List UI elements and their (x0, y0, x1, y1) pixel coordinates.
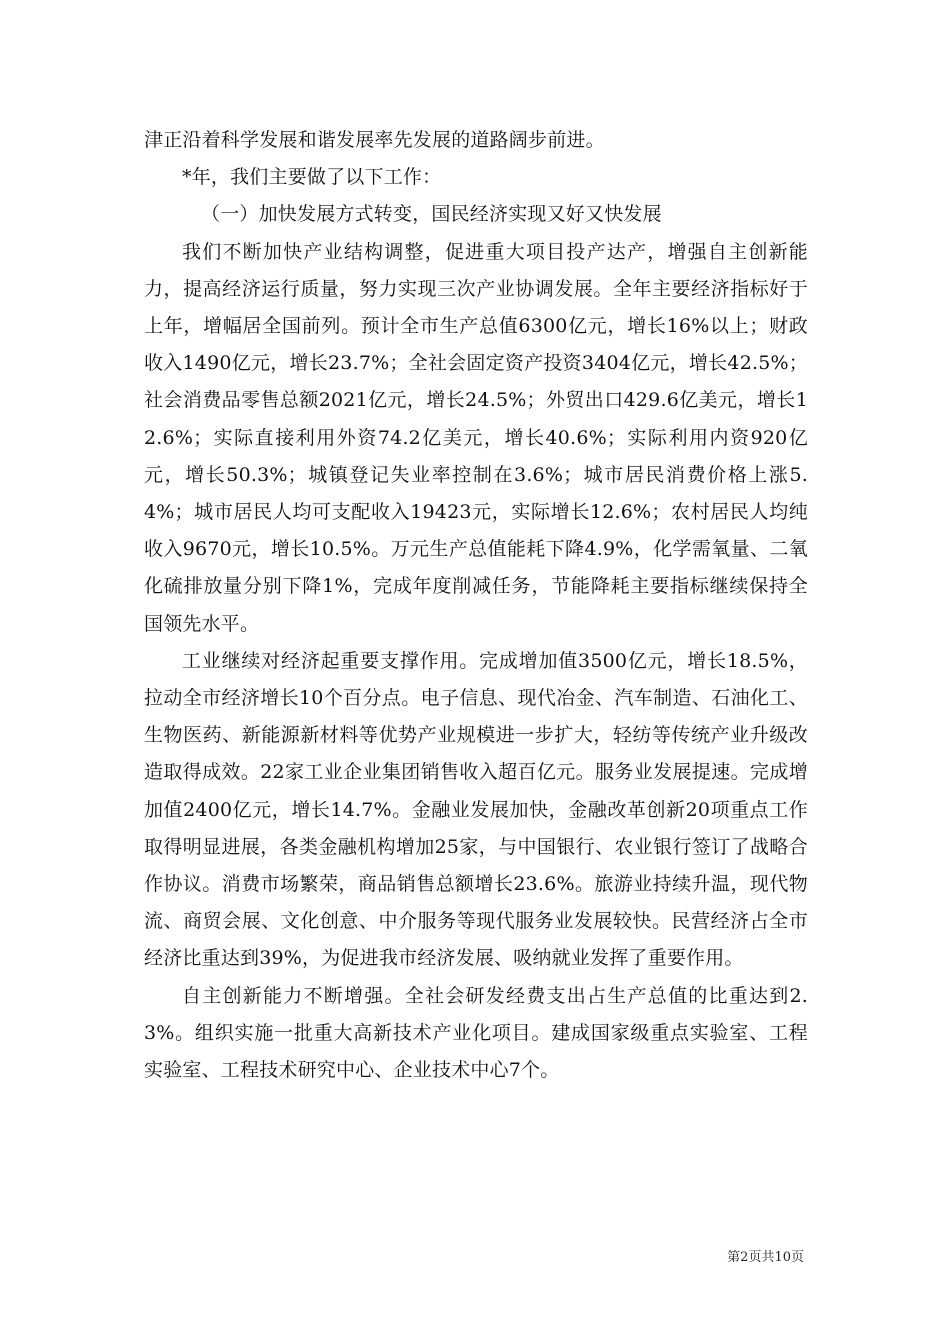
paragraph-intro: *年，我们主要做了以下工作： (182, 166, 442, 189)
page-number-footer: 第2页共10页 (727, 1250, 804, 1265)
paragraph-economic-indicators: 我们不断加快产业结构调整，促进重大项目投产达产，增强自主创新能力，提高经济运行质量，努力实现三次产业协调发展。全年主要经济指标好于上年，增幅居全国前列。预计全市生产总值6300亿元，增长16%以上；财政收入1490亿元，增长23.7%；全社会固定资产投资3404亿元，增长42.5%；社会消费品零售总额2021亿元，增长24.5%；外贸出口429.6亿美元，增长12.6%；实际直接利用外资74.2亿美元，增长40.6%；实际利用内资920亿元，增长50.3%；城镇登记失业率控制在3.6%；城市居民消费价格上涨5.4%；城市居民人均可支配收入19423元，实际增长12.6%；农村居民人均纯收入9670元，增长10.5%。万元生产总值能耗下降4.9%，化学需氧量、二氧化硫排放量分别下降1%，完成年度削减任务，节能降耗主要指标继续保持全国领先水平。 (144, 240, 808, 635)
paragraph-industry: 工业继续对经济起重要支撑作用。完成增加值3500亿元，增长18.5%，拉动全市经济增长10个百分点。电子信息、现代冶金、汽车制造、石油化工、生物医药、新能源新材料等优势产业规模进一步扩大，轻纺等传统产业升级改造取得成效。22家工业企业集团销售收入超百亿元。服务业发展提速。完成增加值2400亿元，增长14.7%。金融业发展加快，金融改革创新20项重点工作取得明显进展，各类金融机构增加25家，与中国银行、农业银行签订了战略合作协议。消费市场繁荣，商品销售总额增长23.6%。旅游业持续升温，现代物流、商贸会展、文化创意、中介服务等现代服务业发展较快。民营经济占全市经济比重达到39%，为促进我市经济发展、吸纳就业发挥了重要作用。 (144, 649, 808, 970)
section-heading: （一）加快发展方式转变，国民经济实现又好又快发展 (201, 203, 662, 226)
paragraph-continuation: 津正沿着科学发展和谐发展率先发展的道路阔步前进。 (144, 129, 605, 151)
paragraph-innovation: 自主创新能力不断增强。全社会研发经费支出占生产总值的比重达到2.3%。组织实施一批重大高新技术产业化项目。建成国家级重点实验室、工程实验室、工程技术研究中心、企业技术中心7个。 (144, 984, 808, 1082)
document-body (144, 122, 808, 1089)
